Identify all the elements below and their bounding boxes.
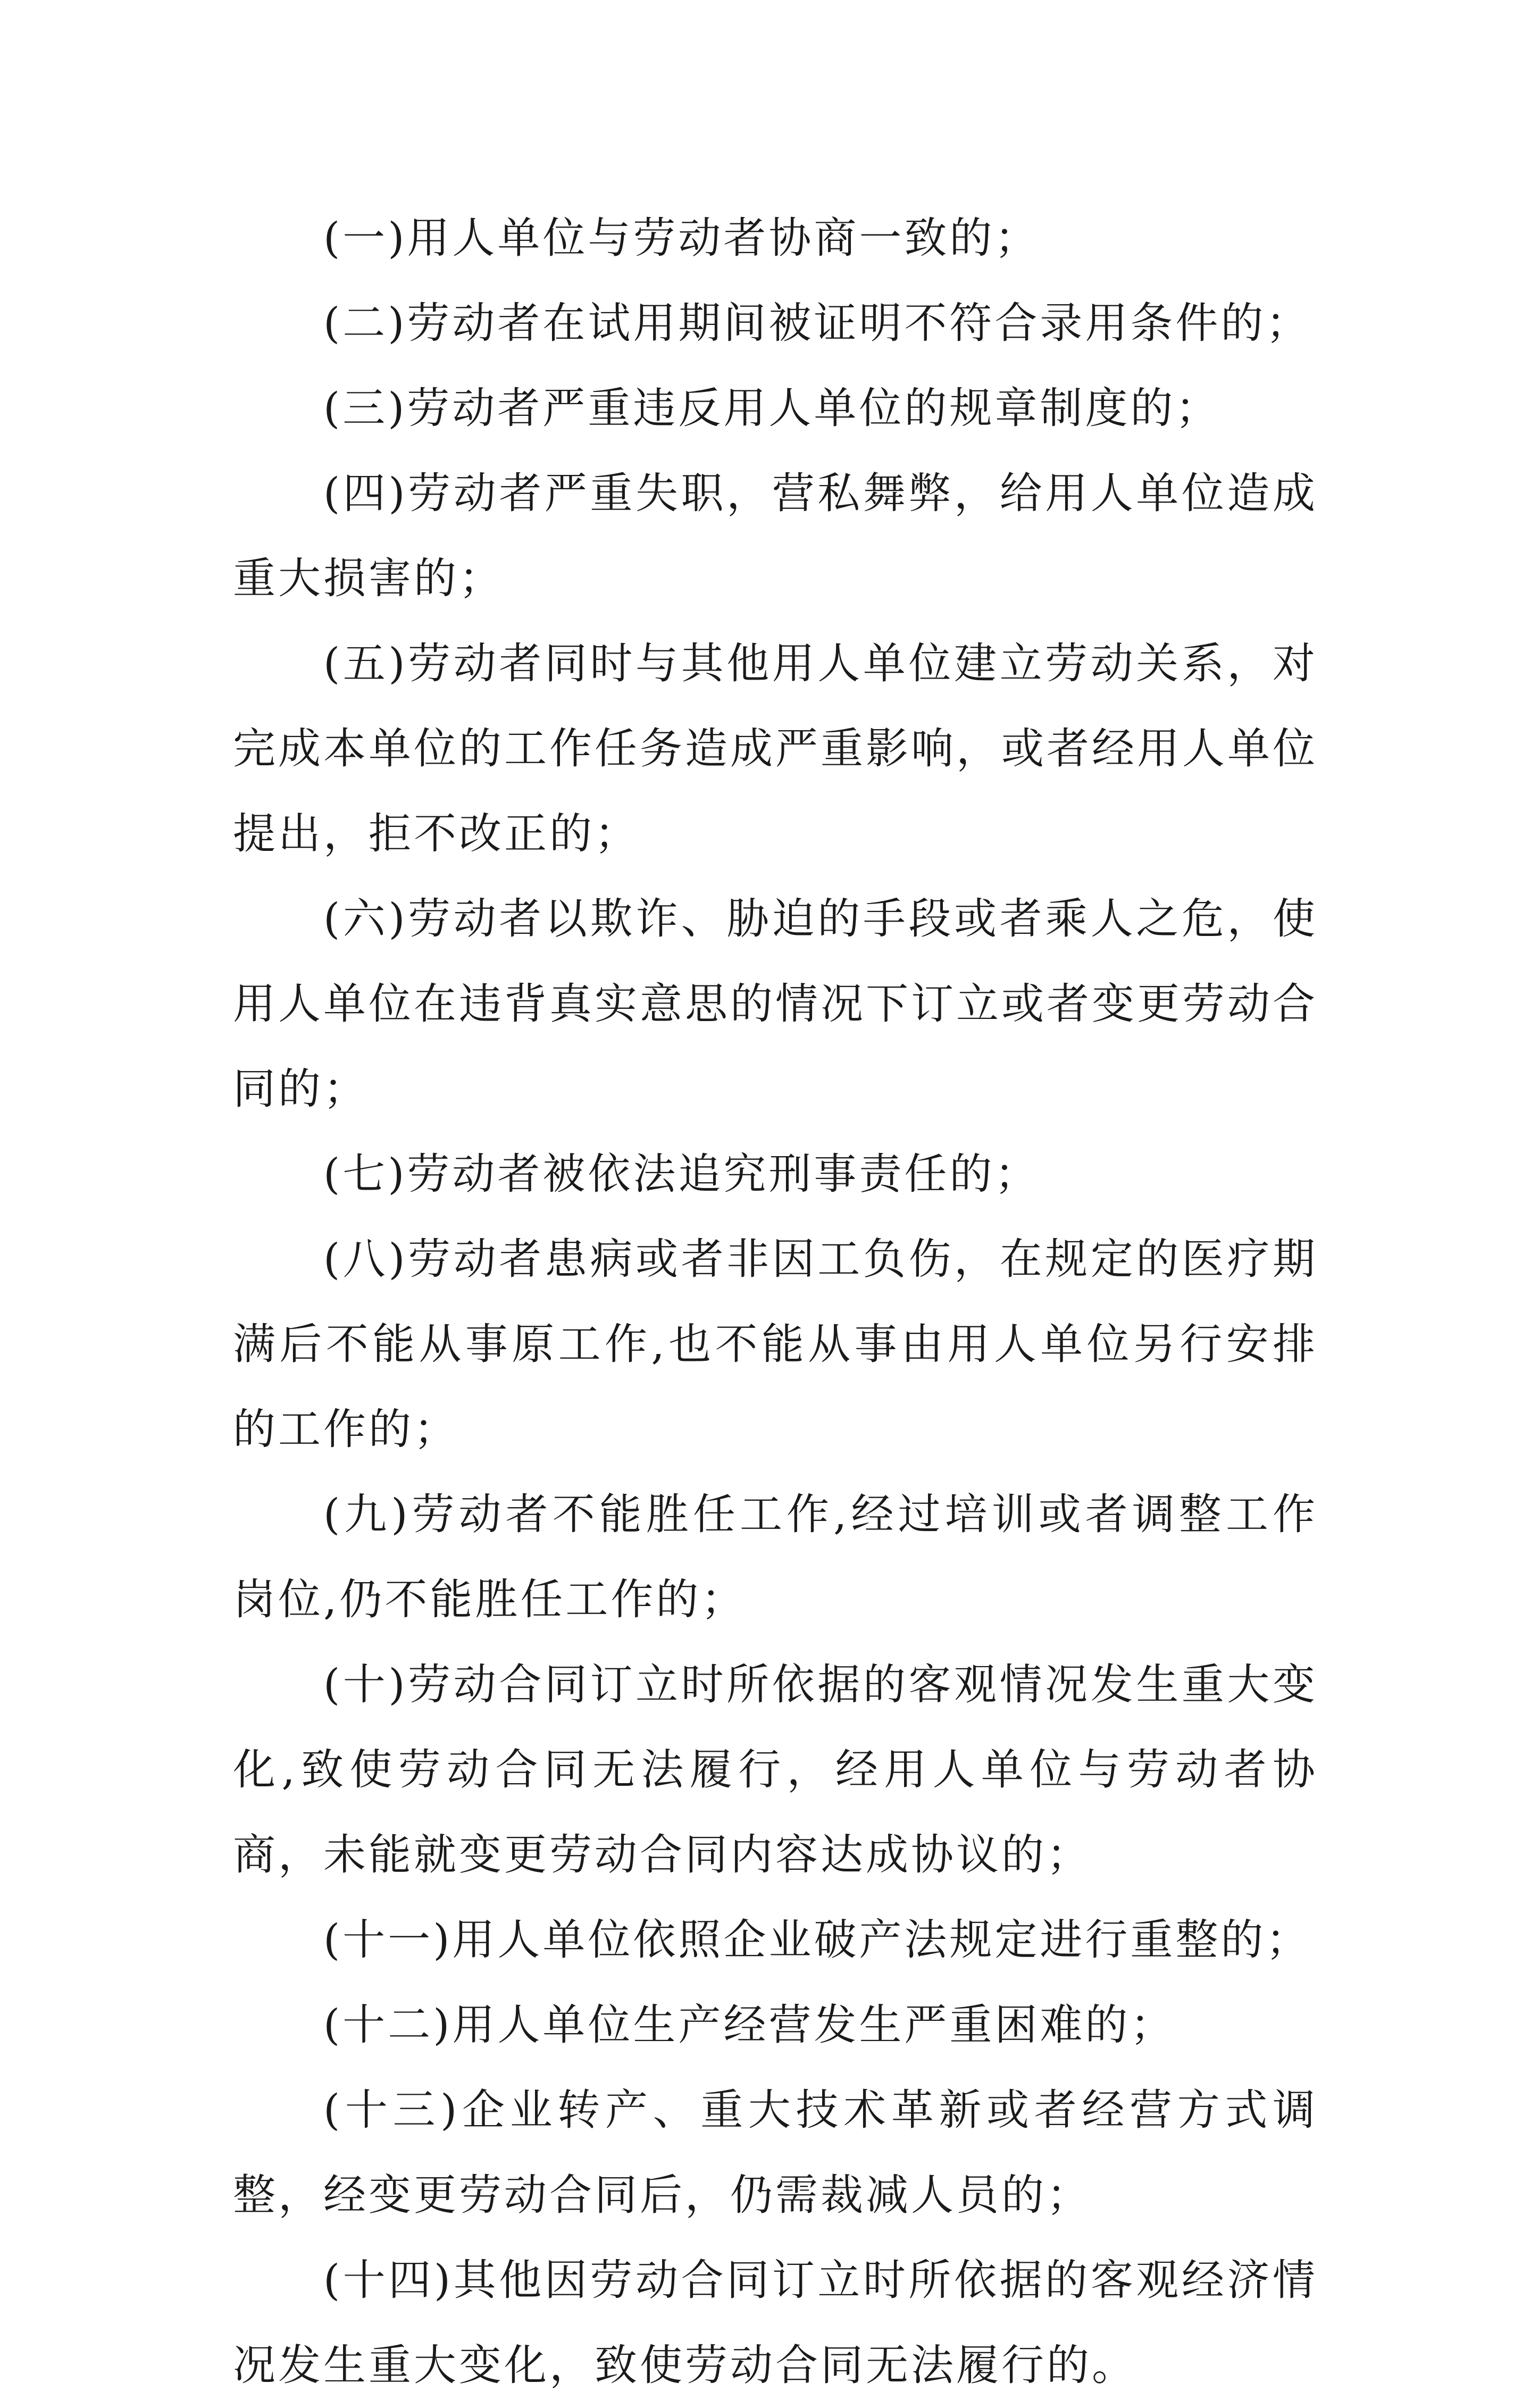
clause-7: (七)劳动者被依法追究刑事责任的； <box>323 1149 1040 1199</box>
clause-5: (五)劳动者同时与其他用人单位建立劳动关系，对完成本单位的工作任务造成严重影响，或者经用人单位提出，拒不改正的； <box>233 639 1318 858</box>
clause-8: (八)劳动者患病或者非因工负伤，在规定的医疗期满后不能从事原工作,也不能从事由用人单位另行安排的工作的； <box>233 1234 1318 1454</box>
clause-1: (一)用人单位与劳动者协商一致的； <box>323 213 1040 263</box>
clause-9: (九)劳动者不能胜任工作,经过培训或者调整工作岗位,仍不能胜任工作的； <box>233 1490 1318 1624</box>
clause-3: (三)劳动者严重违反用人单位的规章制度的； <box>323 383 1221 433</box>
clause-13: (十三)企业转产、重大技术革新或者经营方式调整，经变更劳动合同后，仍需裁减人员的； <box>233 2085 1318 2220</box>
clause-4: (四)劳动者严重失职，营私舞弊，给用人单位造成重大损害的； <box>233 469 1318 603</box>
clause-2: (二)劳动者在试用期间被证明不符合录用条件的； <box>323 298 1311 348</box>
clause-10: (十)劳动合同订立时所依据的客观情况发生重大变化,致使劳动合同无法履行，经用人单位与劳动者协商，未能就变更劳动合同内容达成协议的； <box>233 1660 1318 1879</box>
clause-6: (六)劳动者以欺诈、胁迫的手段或者乘人之危，使用人单位在违背真实意思的情况下订立或者变更劳动合同的； <box>233 894 1318 1114</box>
clause-12: (十二)用人单位生产经营发生严重困难的； <box>323 2000 1176 2050</box>
clause-14: (十四)其他因劳动合同订立时所依据的客观经济情况发生重大变化，致使劳动合同无法履行的。 <box>233 2255 1318 2390</box>
clause-11: (十一)用人单位依照企业破产法规定进行重整的； <box>323 1915 1311 1964</box>
document-body <box>233 196 1318 2408</box>
